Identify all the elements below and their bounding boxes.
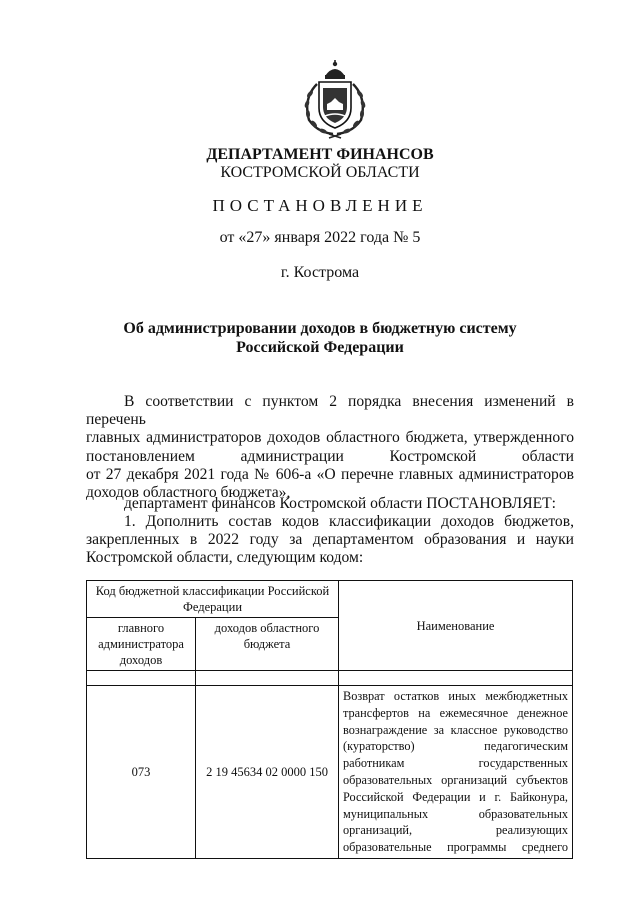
- name-cell: [339, 686, 573, 859]
- name-line: Возврат остатков иных межбюджетных: [343, 689, 568, 703]
- text-line: от 27 декабря 2021 года № 606-а «О перечне главных администраторов: [86, 465, 574, 483]
- table-header-row: [87, 581, 573, 618]
- paragraph-item-1: [86, 513, 574, 568]
- header-admin-code: главного администратора доходов: [87, 618, 196, 671]
- document-date: от «27» января 2022 года № 5: [219, 229, 421, 246]
- coat-of-arms-icon: [291, 58, 379, 142]
- budget-code-cell: 2 19 45634 02 0000 150: [196, 686, 339, 859]
- paragraph-preamble: [86, 393, 574, 502]
- department-region: КОСТРОМСКОЙ ОБЛАСТИ: [220, 164, 420, 181]
- name-line: Российской Федерации и г. Байконура,: [343, 789, 568, 804]
- name-line: (кураторство) педагогическим: [343, 739, 568, 754]
- admin-code-cell: 073: [87, 686, 196, 859]
- name-line: вознаграждение за классное руководство: [343, 722, 568, 737]
- text-line: Костромской области, следующим кодом:: [86, 549, 364, 567]
- text-line: доходов областного бюджета»,: [86, 484, 291, 502]
- name-line: работникам государственных: [343, 756, 568, 771]
- name-line: муниципальных образовательных: [343, 806, 568, 821]
- name-line: образовательных организаций субъектов: [343, 772, 568, 787]
- document-city: г. Кострома: [280, 264, 360, 281]
- text-line: постановлением администрации Костромской области: [86, 447, 574, 465]
- codes-table: [86, 580, 573, 859]
- header-budget-code: доходов областного бюджета: [196, 618, 339, 671]
- document-type: ПОСТАНОВЛЕНИЕ: [212, 196, 428, 215]
- header-name: Наименование: [339, 581, 573, 671]
- table-row: [87, 686, 573, 859]
- spacer-cell: [87, 671, 196, 686]
- text-line: главных администраторов доходов областного бюджета, утвержденного: [86, 429, 574, 447]
- name-line: образовательные программы среднего: [343, 840, 568, 855]
- name-line: организаций, реализующих: [343, 823, 568, 838]
- text-line: закрепленных в 2022 году за департаментом образования и науки: [86, 531, 574, 549]
- spacer-cell: [339, 671, 573, 686]
- department-name: ДЕПАРТАМЕНТ ФИНАНСОВ: [206, 146, 434, 163]
- paragraph-resolution: департамент финансов Костромской области ПОСТАНОВЛЯЕТ:: [124, 495, 557, 512]
- name-line: трансфертов на ежемесячное денежное: [343, 705, 568, 720]
- text-line: В соответствии с пунктом 2 порядка внесения изменений в перечень: [86, 393, 574, 429]
- spacer-cell: [196, 671, 339, 686]
- table-spacer-row: [87, 671, 573, 686]
- document-title-line-2: Российской Федерации: [236, 339, 404, 356]
- header-code-group: Код бюджетной классификации Российской Федерации: [87, 581, 339, 618]
- document-title-line-1: Об администрировании доходов в бюджетную систему: [123, 320, 517, 337]
- text-line: 1. Дополнить состав кодов классификации доходов бюджетов,: [124, 513, 574, 530]
